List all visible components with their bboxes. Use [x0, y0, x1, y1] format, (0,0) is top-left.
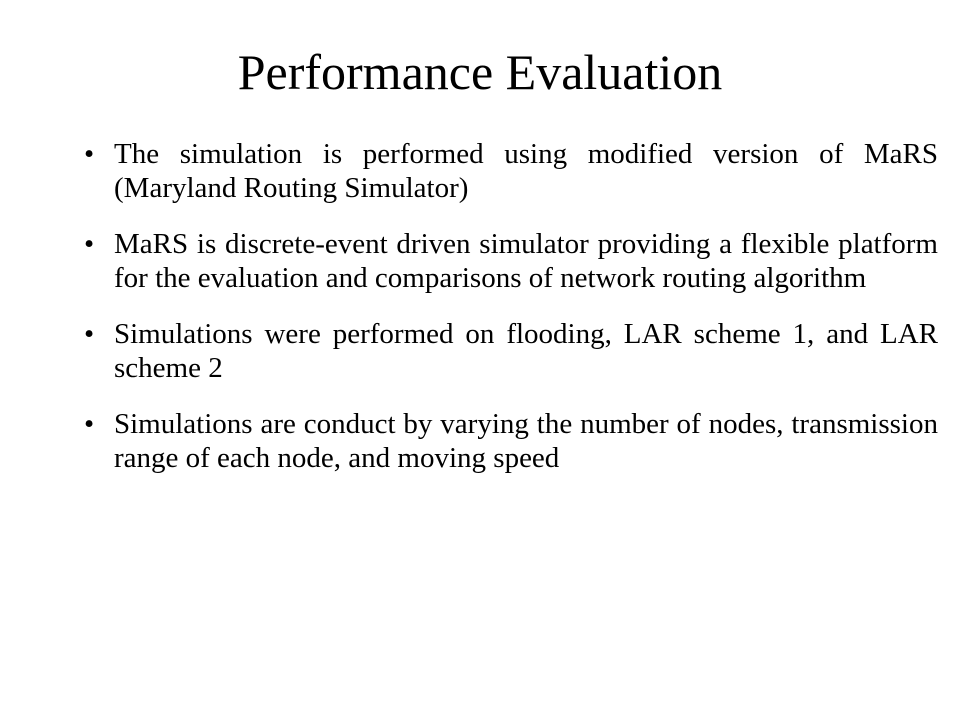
bullet-text: The simulation is performed using modified version of MaRS (Maryland Routing Simulator) [114, 138, 938, 204]
bullet-dot-icon: • [84, 138, 95, 170]
bullet-dot-icon: • [84, 408, 95, 440]
bullet-item [84, 407, 938, 475]
bullet-dot-icon: • [84, 228, 95, 260]
bullet-text: MaRS is discrete-event driven simulator providing a flexible platform for the evaluation and comparisons of network routing algorithm [114, 228, 938, 294]
bullet-text: Simulations are conduct by varying the number of nodes, transmission range of each node, and moving speed [114, 408, 938, 474]
bullet-item [84, 317, 938, 385]
bullet-item [84, 227, 938, 295]
bullet-list [84, 137, 940, 497]
bullet-item [84, 137, 938, 205]
bullet-text: Simulations were performed on flooding, LAR scheme 1, and LAR scheme 2 [114, 318, 938, 384]
slide-title: Performance Evaluation [237, 44, 723, 100]
bullet-dot-icon: • [84, 318, 95, 350]
